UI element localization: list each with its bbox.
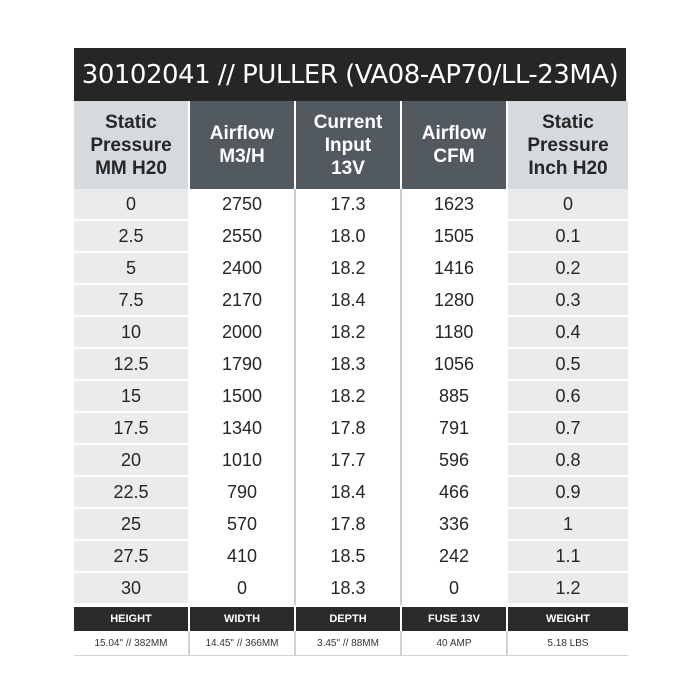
table-cell-static-pressure-inch: 0.9 (508, 477, 628, 509)
table-cell-static-pressure-inch: 0.5 (508, 349, 628, 381)
table-cell-static-pressure-mm: 2.5 (74, 221, 188, 253)
table-cell-airflow-m3h: 1500 (190, 381, 294, 413)
table-cell-airflow-cfm: 1623 (402, 189, 506, 221)
table-cell-airflow-cfm: 466 (402, 477, 506, 509)
table-cell-airflow-cfm: 1505 (402, 221, 506, 253)
table-cell-static-pressure-mm: 22.5 (74, 477, 188, 509)
spec-label-width: WIDTH (190, 607, 294, 631)
table-cell-static-pressure-inch: 0.7 (508, 413, 628, 445)
table-cell-current-input: 18.4 (296, 285, 400, 317)
table-cell-airflow-cfm: 1280 (402, 285, 506, 317)
table-cell-airflow-m3h: 1340 (190, 413, 294, 445)
table-cell-airflow-cfm: 242 (402, 541, 506, 573)
table-cell-static-pressure-mm: 25 (74, 509, 188, 541)
spec-label-depth: DEPTH (296, 607, 400, 631)
table-cell-airflow-cfm: 1416 (402, 253, 506, 285)
table-cell-current-input: 18.3 (296, 573, 400, 605)
table-cell-static-pressure-inch: 0 (508, 189, 628, 221)
table-cell-airflow-cfm: 336 (402, 509, 506, 541)
table-cell-airflow-m3h: 2750 (190, 189, 294, 221)
column-header-current-input: Current Input 13V (296, 101, 400, 189)
table-cell-airflow-cfm: 0 (402, 573, 506, 605)
table-cell-current-input: 17.3 (296, 189, 400, 221)
table-cell-airflow-m3h: 2170 (190, 285, 294, 317)
table-cell-airflow-m3h: 790 (190, 477, 294, 509)
column-header-static-pressure-inch: Static Pressure Inch H20 (508, 101, 628, 189)
table-cell-current-input: 17.8 (296, 413, 400, 445)
spec-label-fuse-13v: FUSE 13V (402, 607, 506, 631)
table-cell-airflow-m3h: 2550 (190, 221, 294, 253)
table-cell-static-pressure-mm: 17.5 (74, 413, 188, 445)
table-cell-airflow-cfm: 1180 (402, 317, 506, 349)
column-header-static-pressure-mm: Static Pressure MM H20 (74, 101, 188, 189)
table-cell-current-input: 18.2 (296, 381, 400, 413)
table-cell-static-pressure-inch: 1.1 (508, 541, 628, 573)
spec-label-height: HEIGHT (74, 607, 188, 631)
table-cell-static-pressure-mm: 30 (74, 573, 188, 605)
table-cell-current-input: 18.4 (296, 477, 400, 509)
table-cell-static-pressure-inch: 0.6 (508, 381, 628, 413)
column-header-airflow-m3h: Airflow M3/H (190, 101, 294, 189)
table-cell-static-pressure-inch: 0.1 (508, 221, 628, 253)
spec-value-depth: 3.45" // 88MM (296, 631, 400, 656)
table-title: 30102041 // PULLER (VA08-AP70/LL-23MA) (74, 48, 626, 101)
table-cell-airflow-cfm: 1056 (402, 349, 506, 381)
spec-label-weight: WEIGHT (508, 607, 628, 631)
table-cell-static-pressure-inch: 0.2 (508, 253, 628, 285)
spec-value-width: 14.45" // 366MM (190, 631, 294, 656)
table-cell-current-input: 18.2 (296, 253, 400, 285)
table-cell-static-pressure-inch: 0.8 (508, 445, 628, 477)
table-cell-static-pressure-mm: 5 (74, 253, 188, 285)
column-header-airflow-cfm: Airflow CFM (402, 101, 506, 189)
spec-value-height: 15.04" // 382MM (74, 631, 188, 656)
table-cell-airflow-m3h: 1790 (190, 349, 294, 381)
table-cell-airflow-m3h: 2000 (190, 317, 294, 349)
table-cell-current-input: 18.2 (296, 317, 400, 349)
table-cell-current-input: 17.7 (296, 445, 400, 477)
table-cell-airflow-m3h: 0 (190, 573, 294, 605)
table-cell-static-pressure-inch: 1.2 (508, 573, 628, 605)
table-cell-airflow-cfm: 596 (402, 445, 506, 477)
table-cell-airflow-cfm: 791 (402, 413, 506, 445)
spec-sheet (74, 48, 626, 656)
table-cell-current-input: 17.8 (296, 509, 400, 541)
table-cell-airflow-cfm: 885 (402, 381, 506, 413)
table-cell-airflow-m3h: 2400 (190, 253, 294, 285)
table-cell-current-input: 18.3 (296, 349, 400, 381)
spec-value-weight: 5.18 LBS (508, 631, 628, 656)
table-cell-static-pressure-mm: 10 (74, 317, 188, 349)
table-cell-static-pressure-mm: 0 (74, 189, 188, 221)
table-cell-current-input: 18.5 (296, 541, 400, 573)
airflow-table (74, 101, 626, 605)
table-cell-static-pressure-mm: 12.5 (74, 349, 188, 381)
table-cell-airflow-m3h: 570 (190, 509, 294, 541)
table-cell-static-pressure-inch: 1 (508, 509, 628, 541)
table-cell-current-input: 18.0 (296, 221, 400, 253)
table-cell-static-pressure-inch: 0.3 (508, 285, 628, 317)
spec-value-fuse-13v: 40 AMP (402, 631, 506, 656)
dimensions-table (74, 607, 626, 656)
table-cell-airflow-m3h: 410 (190, 541, 294, 573)
table-cell-static-pressure-mm: 20 (74, 445, 188, 477)
table-cell-airflow-m3h: 1010 (190, 445, 294, 477)
table-cell-static-pressure-mm: 27.5 (74, 541, 188, 573)
table-cell-static-pressure-mm: 15 (74, 381, 188, 413)
table-cell-static-pressure-inch: 0.4 (508, 317, 628, 349)
table-cell-static-pressure-mm: 7.5 (74, 285, 188, 317)
